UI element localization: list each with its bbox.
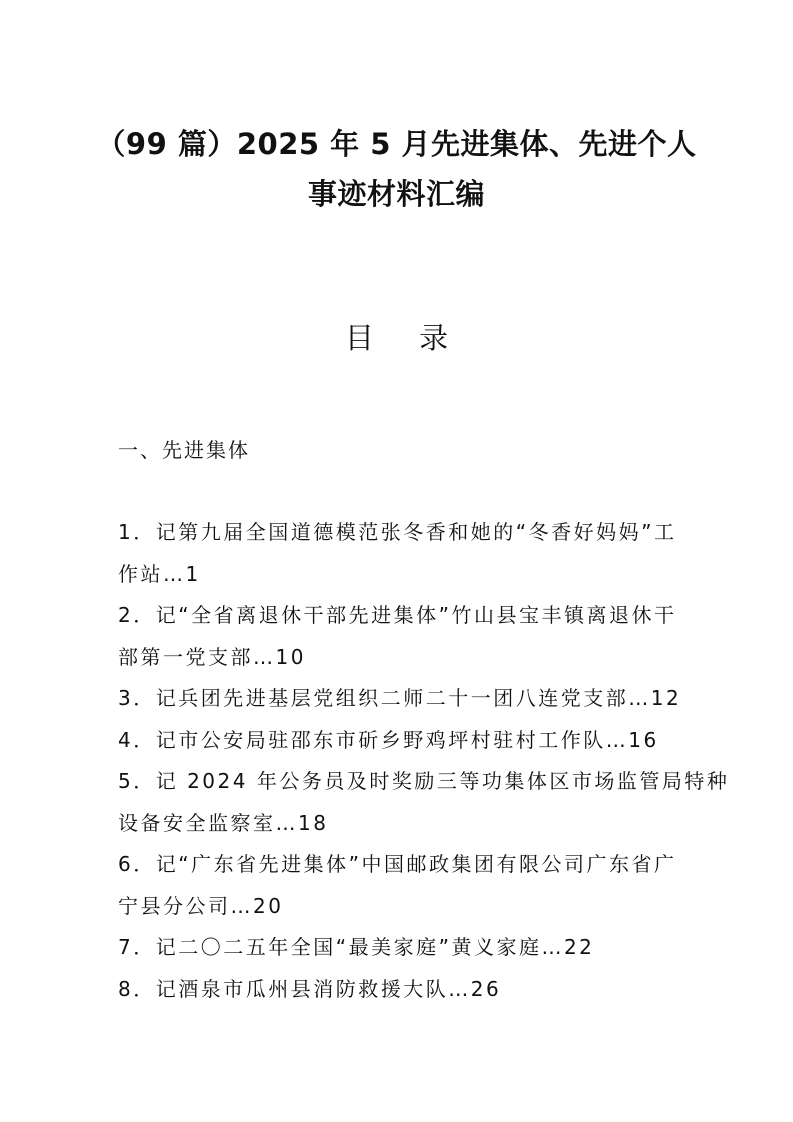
document-title-line-2: 事迹材料汇编 <box>307 177 485 211</box>
toc-list <box>118 512 730 1010</box>
section-heading: 一、先进集体 <box>118 438 250 462</box>
toc-entry-line: 6．记“广东省先进集体”中国邮政集团有限公司广东省广 <box>118 852 677 876</box>
toc-entry-line: 3．记兵团先进基层党组织二师二十一团八连党支部…12 <box>118 686 682 710</box>
toc-entry-line: 作站…1 <box>118 561 201 586</box>
document-title-line-1: （99 篇）2025 年 5 月先进集体、先进个人 <box>96 127 697 161</box>
toc-heading: 目 录 <box>344 321 467 355</box>
toc-entry-line: 设备安全监察室…18 <box>118 810 329 835</box>
toc-entry-line: 部第一党支部…10 <box>118 644 306 669</box>
toc-entry-line: 4．记市公安局驻邵东市斫乡野鸡坪村驻村工作队…16 <box>118 727 659 752</box>
toc-entry-line: 5．记 2024 年公务员及时奖励三等功集体区市场监管局特种 <box>118 769 730 793</box>
toc-entry-line: 1．记第九届全国道德模范张冬香和她的“冬香好妈妈”工 <box>118 520 677 544</box>
toc-entry-line: 2．记“全省离退休干部先进集体”竹山县宝丰镇离退休干 <box>118 603 677 627</box>
toc-entry-line: 7．记二〇二五年全国“最美家庭”黄义家庭…22 <box>118 935 595 959</box>
toc-entry-line: 8．记酒泉市瓜州县消防救援大队…26 <box>118 976 502 1001</box>
toc-entry-line: 宁县分公司…20 <box>118 893 284 918</box>
